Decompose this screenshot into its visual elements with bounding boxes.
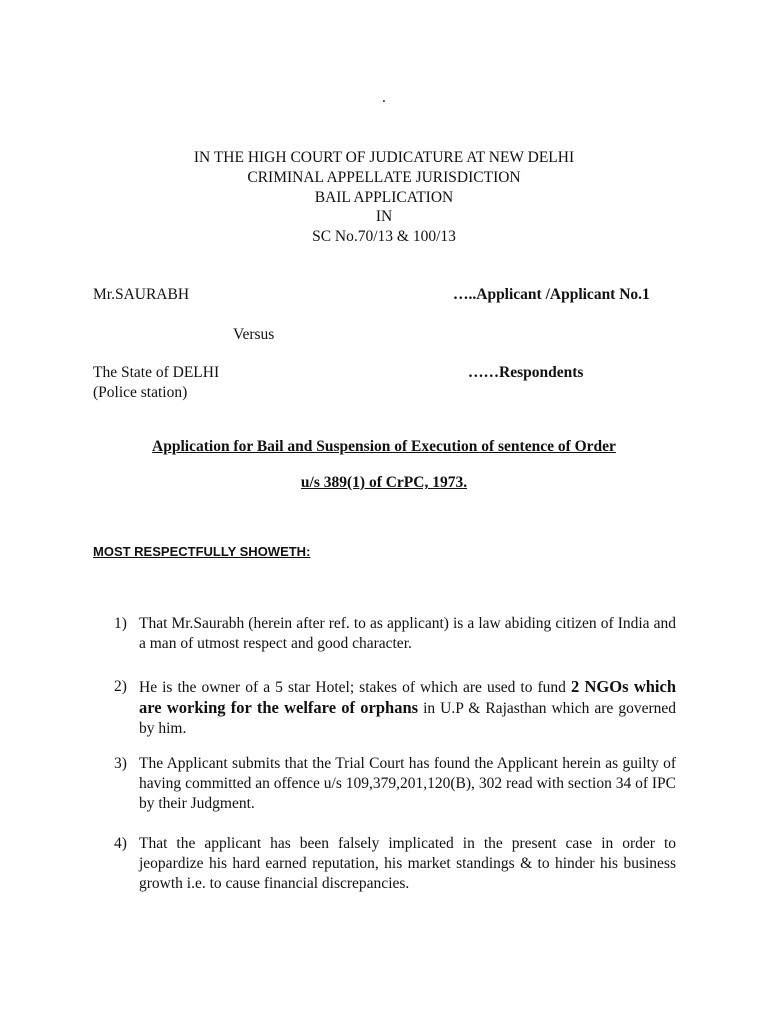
application-type: BAIL APPLICATION [314, 189, 454, 206]
showeth-heading: MOST RESPECTFULLY SHOWETH: [93, 544, 311, 559]
paragraph-text-part: He is the owner of a 5 star Hotel; stakes of which are used to fund [139, 679, 566, 696]
application-title-line1: Application for Bail and Suspension of Execution of sentence of Order [152, 438, 616, 455]
paragraph-text: That the applicant has been falsely implicated in the present case in order to jeopardize his hard earned reputation, his market standings & to hinder his business growth i.e. to cause financial discrepancies. [139, 835, 676, 892]
versus-label: Versus [233, 326, 275, 343]
court-name: IN THE HIGH COURT OF JUDICATURE AT NEW DELHI [193, 149, 575, 166]
application-title-line2: u/s 389(1) of CrPC, 1973. [300, 474, 468, 491]
paragraph-number: 3) [114, 755, 127, 772]
paragraph-text-part: in U.P & Rajasthan which are governed by him. [139, 700, 676, 737]
respondent-subtitle: (Police station) [93, 384, 188, 401]
paragraph-text [139, 677, 676, 739]
respondent-name: The State of DELHI [93, 364, 220, 381]
case-number: SC No.70/13 & 100/13 [312, 228, 456, 245]
paragraph-number: 1) [114, 615, 127, 632]
paragraph-2 [114, 677, 676, 739]
page-dot: . [382, 89, 386, 106]
paragraph-number: 2) [114, 678, 127, 695]
applicant-name: Mr.SAURABH [93, 286, 190, 303]
paragraph-text: That Mr.Saurabh (herein after ref. to as applicant) is a law abiding citizen of India and a man of utmost respect and good character. [139, 615, 676, 652]
paragraph-4 [114, 834, 676, 894]
paragraph-1 [114, 614, 676, 654]
jurisdiction: CRIMINAL APPELLATE JURISDICTION [247, 169, 521, 186]
paragraph-3 [114, 754, 676, 814]
paragraph-text: The Applicant submits that the Trial Court has found the Applicant herein as guilty of having committed an offence u/s 109,379,201,120(B), 302 read with section 34 of IPC by their Judgment. [139, 755, 676, 812]
header-in: IN [375, 208, 393, 225]
respondent-role: ……Respondents [468, 364, 584, 381]
paragraph-bold-text: 2 NGOs which are working for the welfare of orphans [139, 677, 676, 717]
applicant-role: …..Applicant /Applicant No.1 [453, 286, 650, 303]
paragraph-number: 4) [114, 835, 127, 852]
